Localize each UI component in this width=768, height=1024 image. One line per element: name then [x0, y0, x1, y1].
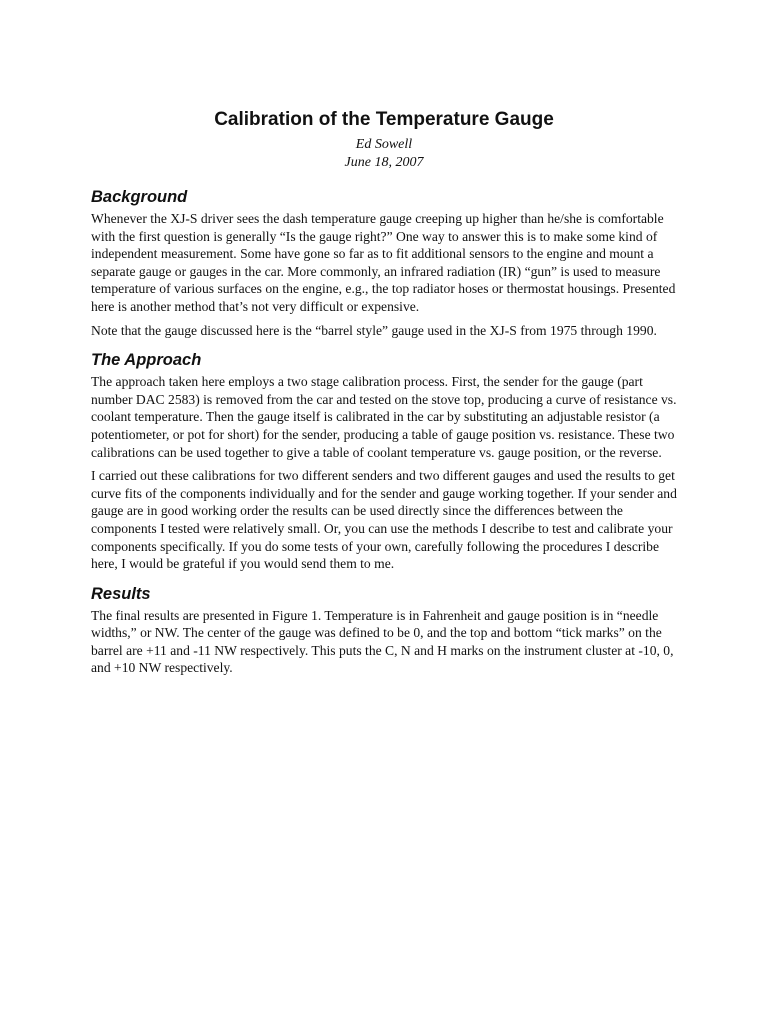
section-results	[91, 583, 681, 677]
document-body	[91, 186, 681, 687]
approach-paragraph-1: The approach taken here employs a two stage calibration process. First, the sender for the gauge (part number DAC 2583) is removed from the car and tested on the stove top, producing a curve of resistance vs. coolant temperature. Then the gauge itself is calibrated in the car by substituting an adjustable resistor (a potentiometer, or pot for short) for the sender, producing a table of gauge position vs. resistance. These two calibrations can be used together to give a table of coolant temperature vs. gauge position, or the reverse.	[91, 374, 677, 460]
section-heading-approach: The Approach	[91, 351, 202, 370]
document-title: Calibration of the Temperature Gauge	[214, 109, 554, 130]
approach-paragraph-2: I carried out these calibrations for two different senders and two different gauges and used the results to get curve fits of the components individually and for the sender and gauge working together. If your sender and gauge are in good working order the results can be used directly since the differences between the components I tested were relatively small. Or, you can use the methods I describe to test and calibrate your components specifically. If you do some tests of your own, carefully following the procedures I describe here, I would be grateful if you would send them to me.	[91, 468, 677, 572]
results-paragraph-1: The final results are presented in Figure 1. Temperature is in Fahrenheit and gauge position is in “needle widths,” or NW. The center of the gauge was defined to be 0, and the top and bottom “tick marks” on the barrel are +11 and -11 NW respectively. This puts the C, N and H marks on the instrument cluster at -10, 0, and +10 NW respectively.	[91, 607, 674, 676]
background-paragraph-1: Whenever the XJ-S driver sees the dash temperature gauge creeping up higher than he/she is comfortable with the first question is generally “Is the gauge right?” One way to answer this is to make some kind of independent measurement. Some have gone so far as to fit additional sensors to the engine and mount a separate gauge or gauges in the car. More commonly, an infrared radiation (IR) “gun” is used to measure temperature of various surfaces on the engine, e.g., the top radiator hoses or thermostat housings. Presented here is another method that’s not very difficult or expensive.	[91, 211, 676, 314]
section-background	[91, 186, 681, 339]
section-heading-background: Background	[91, 188, 188, 206]
document-date: June 18, 2007	[344, 155, 424, 170]
document-author: Ed Sowell	[355, 137, 413, 152]
background-paragraph-2: Note that the gauge discussed here is the “barrel style” gauge used in the XJ-S from 1975 through 1990.	[91, 322, 657, 338]
section-approach	[91, 349, 681, 573]
section-heading-results: Results	[91, 584, 151, 603]
